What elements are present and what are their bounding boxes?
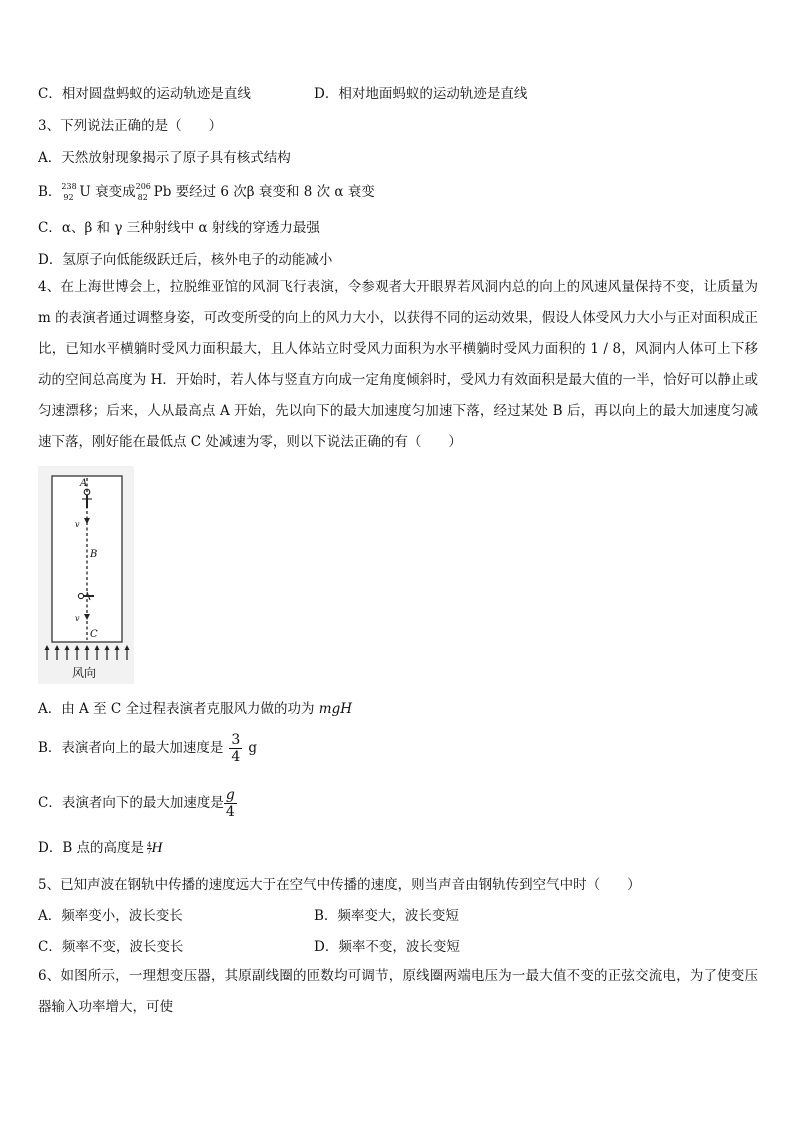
q4-option-d-text: D．B 点的高度是: [38, 840, 145, 856]
g-over-four-fraction: [224, 787, 237, 820]
q4-option-b: [38, 732, 257, 765]
wind-arrows: [45, 645, 130, 660]
q4-option-d-numerator: 4: [147, 841, 152, 849]
q4-stem: 4、在上海世博会上，拉脱维亚馆的风洞飞行表演，令参观者大开眼界若风洞内总的向上的风速风量保持不变，让质量为 m 的表演者通过调整身姿，可改变所受的向上的风力大小，以获得不同的运动效果，假设人体受风力大小与正对面积成正比，已知水平横躺时受风力面积最大，且人体站立时受风力面积为水平横躺时受风力面积的 1 / 8，风洞内人体可上下移动的空间总高度为 H．开始时，若人体与竖直方向成一定角度倾斜时，受风力有效面积是最大值的一半，恰好可以静止或匀速漂移；后来，人从最高点 A 开始，先以向下的最大加速度匀加速下落，经过某处 B 后，再以向上的最大加速度匀减速下落，刚好能在最低点 C 处减速为零，则以下说法正确的有（ ）: [38, 279, 758, 450]
q3-option-a: A．天然放射现象揭示了原子具有核式结构: [38, 150, 291, 166]
uranium-isotope: [61, 181, 79, 202]
q3-option-b-mid: 衰变成: [90, 184, 136, 200]
q4-option-b-text: B．表演者向上的最大加速度是: [38, 740, 224, 756]
q4-option-c: [38, 787, 243, 820]
uranium-atomic-number: 92: [63, 192, 74, 202]
q4-option-d-var: H: [151, 840, 163, 856]
label-c: C: [90, 629, 98, 640]
lead-symbol: Pb: [153, 184, 172, 200]
q3-option-b-suffix: 要经过 6 次β 衰变和 8 次 α 衰变: [171, 184, 375, 200]
q4-option-a-text: A．由 A 至 C 全过程表演者克服风力做的功为: [38, 701, 319, 717]
q5-option-b: B．频率变大，波长变短: [314, 908, 459, 924]
q4-option-c-denominator: 4: [225, 804, 235, 820]
wind-direction-caption: 风向: [72, 666, 97, 680]
q6-stem: 6、如图所示，一理想变压器，其原副线圈的匝数均可调节，原线圈两端电压为一最大值不变的正弦交流电，为了使变压器输入功率增大，可使: [38, 968, 758, 1015]
q3-option-b: [38, 180, 375, 201]
q3-option-b-prefix: B．: [38, 184, 62, 200]
q4-option-b-denominator: 4: [231, 749, 241, 765]
label-v-upper: v: [75, 520, 80, 529]
uranium-mass-number: 238: [61, 181, 77, 191]
uranium-symbol: U: [79, 184, 91, 200]
q4-option-c-text: C．表演者向下的最大加速度是: [38, 795, 224, 811]
q2-option-d: D．相对地面蚂蚁的运动轨迹是直线: [314, 86, 528, 102]
q5-option-c: C．频率不变，波长变长: [38, 939, 184, 955]
label-a: A: [80, 478, 88, 489]
three-quarters-fraction: [229, 732, 242, 765]
label-b: B: [90, 549, 98, 560]
q5-stem: 5、已知声波在钢轨中传播的速度远大于在空气中传播的速度，则当声音由钢轨传到空气中时（ ）: [38, 877, 641, 893]
q5-option-d: D．频率不变，波长变短: [314, 939, 460, 955]
q4-option-d-denominator: 7: [147, 848, 152, 856]
q4-option-d: [38, 836, 162, 857]
q5-option-a: A．频率变小，波长变长: [38, 908, 183, 924]
q4-option-b-numerator: 3: [231, 732, 241, 748]
q4-option-b-unit: g: [248, 740, 257, 756]
lead-mass-number: 206: [135, 181, 151, 191]
q3-option-d: D．氢原子向低能级跃迁后，核外电子的动能减小: [38, 252, 333, 268]
q4-option-a-math: mgH: [318, 701, 353, 717]
q2-option-c: C．相对圆盘蚂蚁的运动轨迹是直线: [38, 86, 251, 102]
wind-tunnel-diagram: [38, 466, 134, 684]
lead-isotope: [135, 181, 154, 202]
q3-stem: 3、下列说法正确的是（ ）: [38, 118, 223, 134]
q4-option-c-numerator: g: [225, 787, 235, 803]
q4-option-a: [38, 697, 352, 717]
label-v-lower: v: [75, 614, 80, 623]
lead-atomic-number: 82: [137, 192, 148, 202]
q3-option-c: C．α、β 和 γ 三种射线中 α 射线的穿透力最强: [38, 220, 320, 236]
wind-tunnel-figure: [38, 466, 134, 684]
